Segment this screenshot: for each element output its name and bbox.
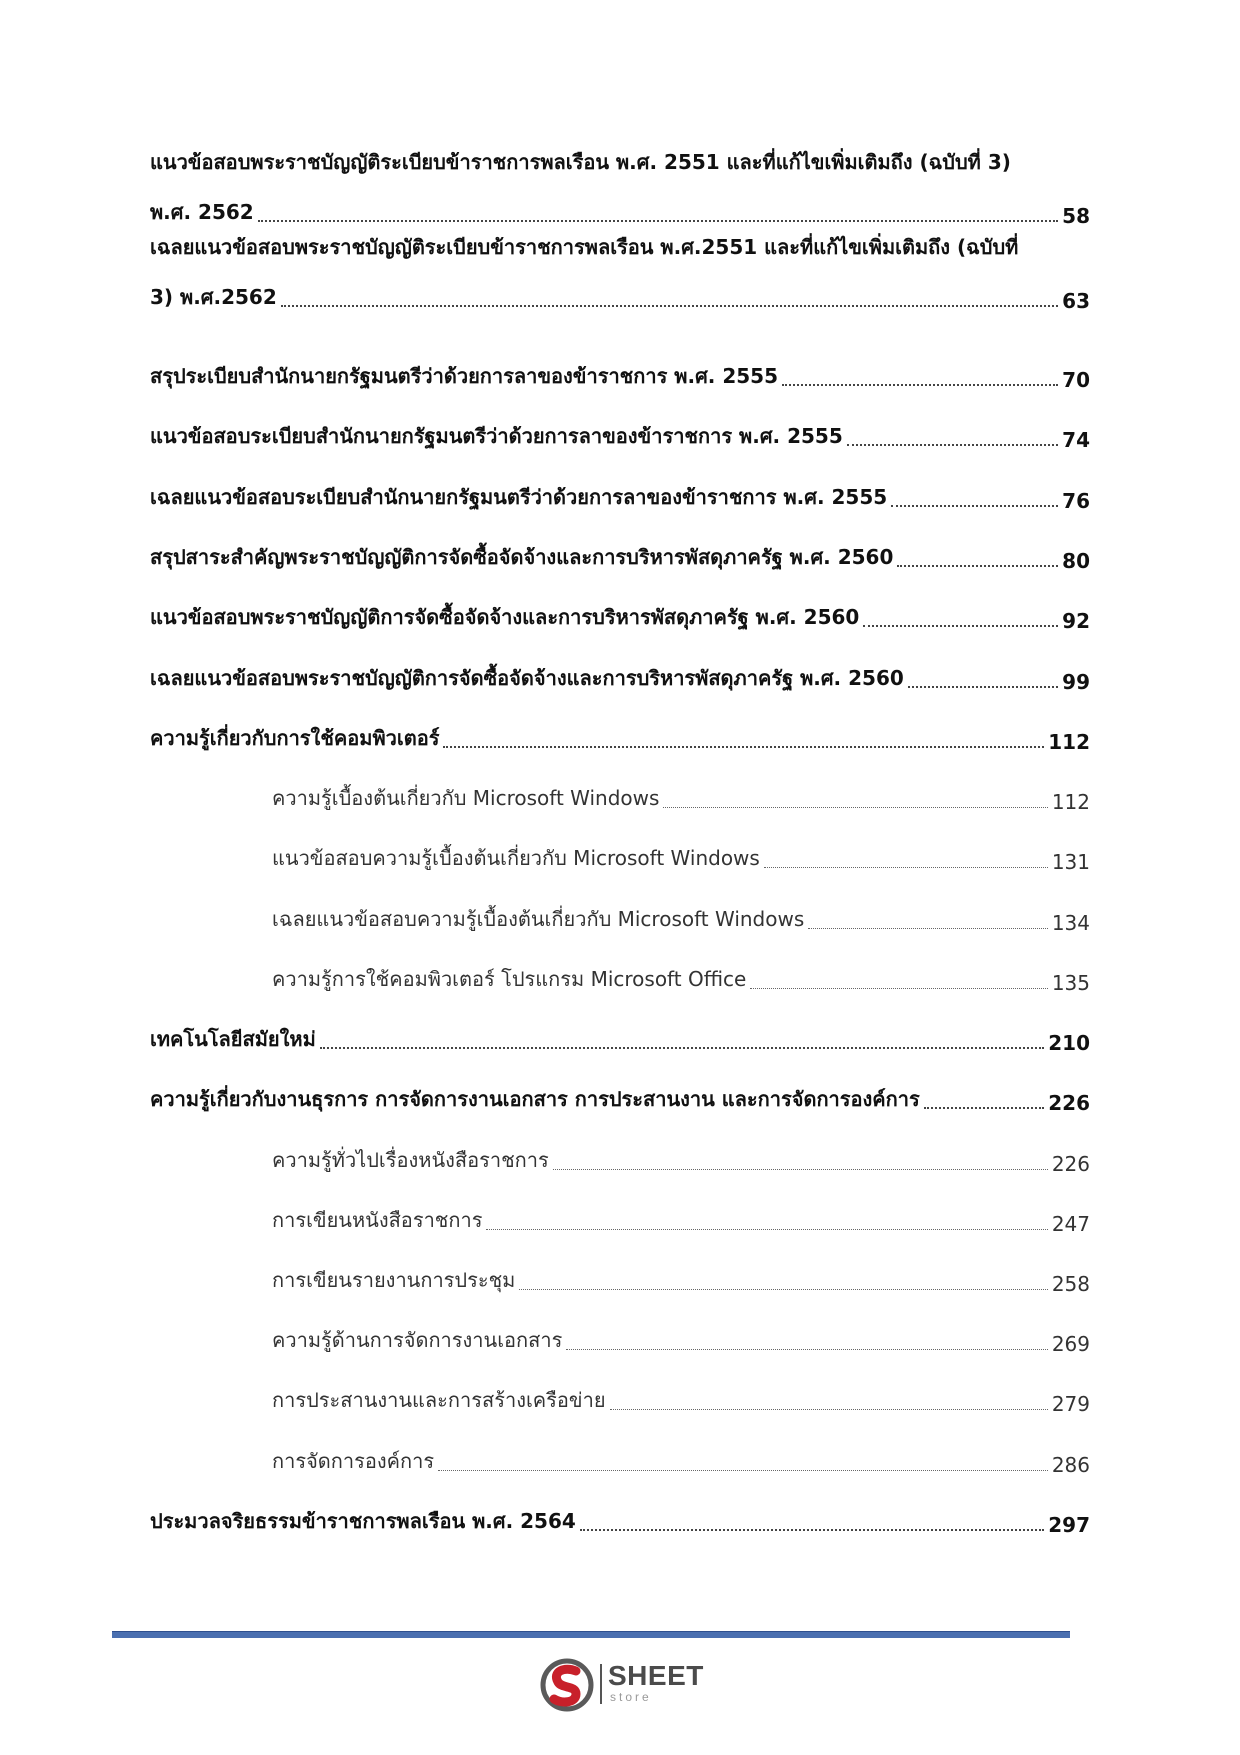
toc-entry-title: พ.ศ. 2562: [150, 200, 254, 224]
toc-entry-page: 99: [1062, 670, 1090, 694]
toc-subentry-page: 247: [1051, 1212, 1090, 1236]
toc-subentry-title: เฉลยแนวข้อสอบความรู้เบื้องต้นเกี่ยวกับ Microsoft Windows: [272, 907, 805, 931]
toc-entry-title: แนวข้อสอบระเบียบสำนักนายกรัฐมนตรีว่าด้วยการลาของข้าราชการ พ.ศ. 2555: [150, 424, 843, 448]
toc-subentry[interactable]: [272, 1266, 1090, 1296]
toc-entry-page: 70: [1062, 368, 1090, 392]
toc-subentry-title: การเขียนรายงานการประชุม: [272, 1268, 516, 1292]
toc-subentry-page: 112: [1051, 790, 1090, 814]
dot-leader: [924, 1106, 1044, 1109]
dot-leader: [553, 1168, 1048, 1170]
toc-subentry-page: 134: [1051, 911, 1090, 935]
toc-subentry-title: ความรู้การใช้คอมพิวเตอร์ โปรแกรม Microsoft Office: [272, 967, 747, 991]
toc-subentry[interactable]: [272, 905, 1090, 935]
toc-entry[interactable]: [150, 422, 1090, 452]
sheet-store-s-icon: [540, 1658, 594, 1712]
toc-entry[interactable]: [150, 233, 1090, 313]
toc-subentry[interactable]: [272, 1326, 1090, 1356]
toc-subentry-page: 258: [1051, 1272, 1090, 1296]
toc-entry-title: ประมวลจริยธรรมข้าราชการพลเรือน พ.ศ. 2564: [150, 1509, 576, 1533]
toc-subentry-title: แนวข้อสอบความรู้เบื้องต้นเกี่ยวกับ Microsoft Windows: [272, 846, 760, 870]
toc-subentry[interactable]: [272, 1386, 1090, 1416]
toc-entry-title: ความรู้เกี่ยวกับงานธุรการ การจัดการงานเอกสาร การประสานงาน และการจัดการองค์การ: [150, 1087, 920, 1111]
dot-leader: [486, 1228, 1047, 1230]
toc-entry[interactable]: [150, 1025, 1090, 1055]
logo-wordmark: SHEET: [608, 1660, 704, 1691]
dot-leader: [580, 1528, 1044, 1531]
toc-subentry-page: 226: [1051, 1152, 1090, 1176]
dot-leader: [847, 443, 1058, 446]
toc-entry-page: 74: [1062, 428, 1090, 452]
dot-leader: [863, 624, 1058, 627]
dot-leader: [782, 383, 1058, 386]
dot-leader: [258, 219, 1058, 222]
toc-subentry[interactable]: [272, 1206, 1090, 1236]
toc-entry-title: เทคโนโลยีสมัยใหม่: [150, 1027, 316, 1051]
toc-subentry[interactable]: [272, 784, 1090, 814]
toc-entry-page: 80: [1062, 549, 1090, 573]
toc-entry-title: สรุปสาระสำคัญพระราชบัญญัติการจัดซื้อจัดจ้างและการบริหารพัสดุภาครัฐ พ.ศ. 2560: [150, 545, 894, 569]
toc-entry-page: 297: [1048, 1513, 1090, 1537]
toc-subentry-page: 279: [1051, 1392, 1090, 1416]
toc-subentry-title: ความรู้ด้านการจัดการงานเอกสาร: [272, 1328, 563, 1352]
dot-leader: [610, 1408, 1048, 1410]
dot-leader: [566, 1348, 1047, 1350]
toc-subentry-title: ความรู้ทั่วไปเรื่องหนังสือราชการ: [272, 1148, 549, 1172]
dot-leader: [764, 866, 1048, 868]
toc-subentry[interactable]: [272, 1146, 1090, 1176]
dot-leader: [808, 927, 1048, 929]
toc-entry-title-line1: แนวข้อสอบพระราชบัญญัติระเบียบข้าราชการพลเรือน พ.ศ. 2551 และที่แก้ไขเพิ่มเติมถึง (ฉบับที่ 3): [150, 150, 1011, 174]
logo-separator: [600, 1664, 602, 1704]
dot-leader: [891, 504, 1058, 507]
dot-leader: [663, 806, 1047, 808]
dot-leader: [281, 304, 1058, 307]
dot-leader: [519, 1288, 1047, 1290]
toc-entry[interactable]: [150, 603, 1090, 633]
dot-leader: [438, 1469, 1048, 1471]
toc-subentry[interactable]: [272, 1447, 1090, 1477]
sheet-store-logo: [540, 1656, 710, 1714]
toc-subentry-page: 269: [1051, 1332, 1090, 1356]
toc-subentry-title: การจัดการองค์การ: [272, 1449, 435, 1473]
toc-subentry[interactable]: [272, 844, 1090, 874]
toc-entry-title-line1: เฉลยแนวข้อสอบพระราชบัญญัติระเบียบข้าราชการพลเรือน พ.ศ.2551 และที่แก้ไขเพิ่มเติมถึง (ฉบับที่: [150, 235, 1019, 259]
toc-entry[interactable]: [150, 1085, 1090, 1115]
toc-entry[interactable]: [150, 1507, 1090, 1537]
toc-subentry-page: 286: [1051, 1453, 1090, 1477]
footer-rule: [112, 1631, 1070, 1638]
toc-entry[interactable]: [150, 543, 1090, 573]
logo-subtitle: store: [610, 1690, 652, 1704]
toc-entry-title: แนวข้อสอบพระราชบัญญัติการจัดซื้อจัดจ้างและการบริหารพัสดุภาครัฐ พ.ศ. 2560: [150, 605, 860, 629]
toc-subentry-title: การเขียนหนังสือราชการ: [272, 1208, 483, 1232]
toc-entry-page: 226: [1048, 1091, 1090, 1115]
toc-entry-page: 112: [1048, 730, 1090, 754]
toc-entry[interactable]: [150, 362, 1090, 392]
toc-entry[interactable]: [150, 148, 1090, 228]
dot-leader: [897, 564, 1058, 567]
toc-entry-title: 3) พ.ศ.2562: [150, 285, 277, 309]
toc-subentry-title: ความรู้เบื้องต้นเกี่ยวกับ Microsoft Windows: [272, 786, 660, 810]
toc-subentry-page: 135: [1051, 971, 1090, 995]
toc-entry[interactable]: [150, 724, 1090, 754]
toc-entry-title: เฉลยแนวข้อสอบระเบียบสำนักนายกรัฐมนตรีว่าด้วยการลาของข้าราชการ พ.ศ. 2555: [150, 485, 888, 509]
toc-entry-page: 76: [1062, 489, 1090, 513]
toc-subentry-page: 131: [1051, 850, 1090, 874]
toc-entry-title: สรุประเบียบสำนักนายกรัฐมนตรีว่าด้วยการลาของข้าราชการ พ.ศ. 2555: [150, 364, 778, 388]
dot-leader: [320, 1046, 1044, 1049]
toc-entry-page: 58: [1062, 204, 1090, 228]
toc-entry[interactable]: [150, 483, 1090, 513]
dot-leader: [443, 745, 1044, 748]
dot-leader: [750, 987, 1047, 989]
dot-leader: [908, 685, 1058, 688]
toc-entry-page: 63: [1062, 289, 1090, 313]
toc-entry[interactable]: [150, 664, 1090, 694]
toc-entry-page: 92: [1062, 609, 1090, 633]
toc-entry-title: ความรู้เกี่ยวกับการใช้คอมพิวเตอร์: [150, 726, 440, 750]
toc-subentry[interactable]: [272, 965, 1090, 995]
toc-subentry-title: การประสานงานและการสร้างเครือข่าย: [272, 1388, 606, 1412]
toc-entry-title: เฉลยแนวข้อสอบพระราชบัญญัติการจัดซื้อจัดจ้างและการบริหารพัสดุภาครัฐ พ.ศ. 2560: [150, 666, 904, 690]
toc-entry-page: 210: [1048, 1031, 1090, 1055]
